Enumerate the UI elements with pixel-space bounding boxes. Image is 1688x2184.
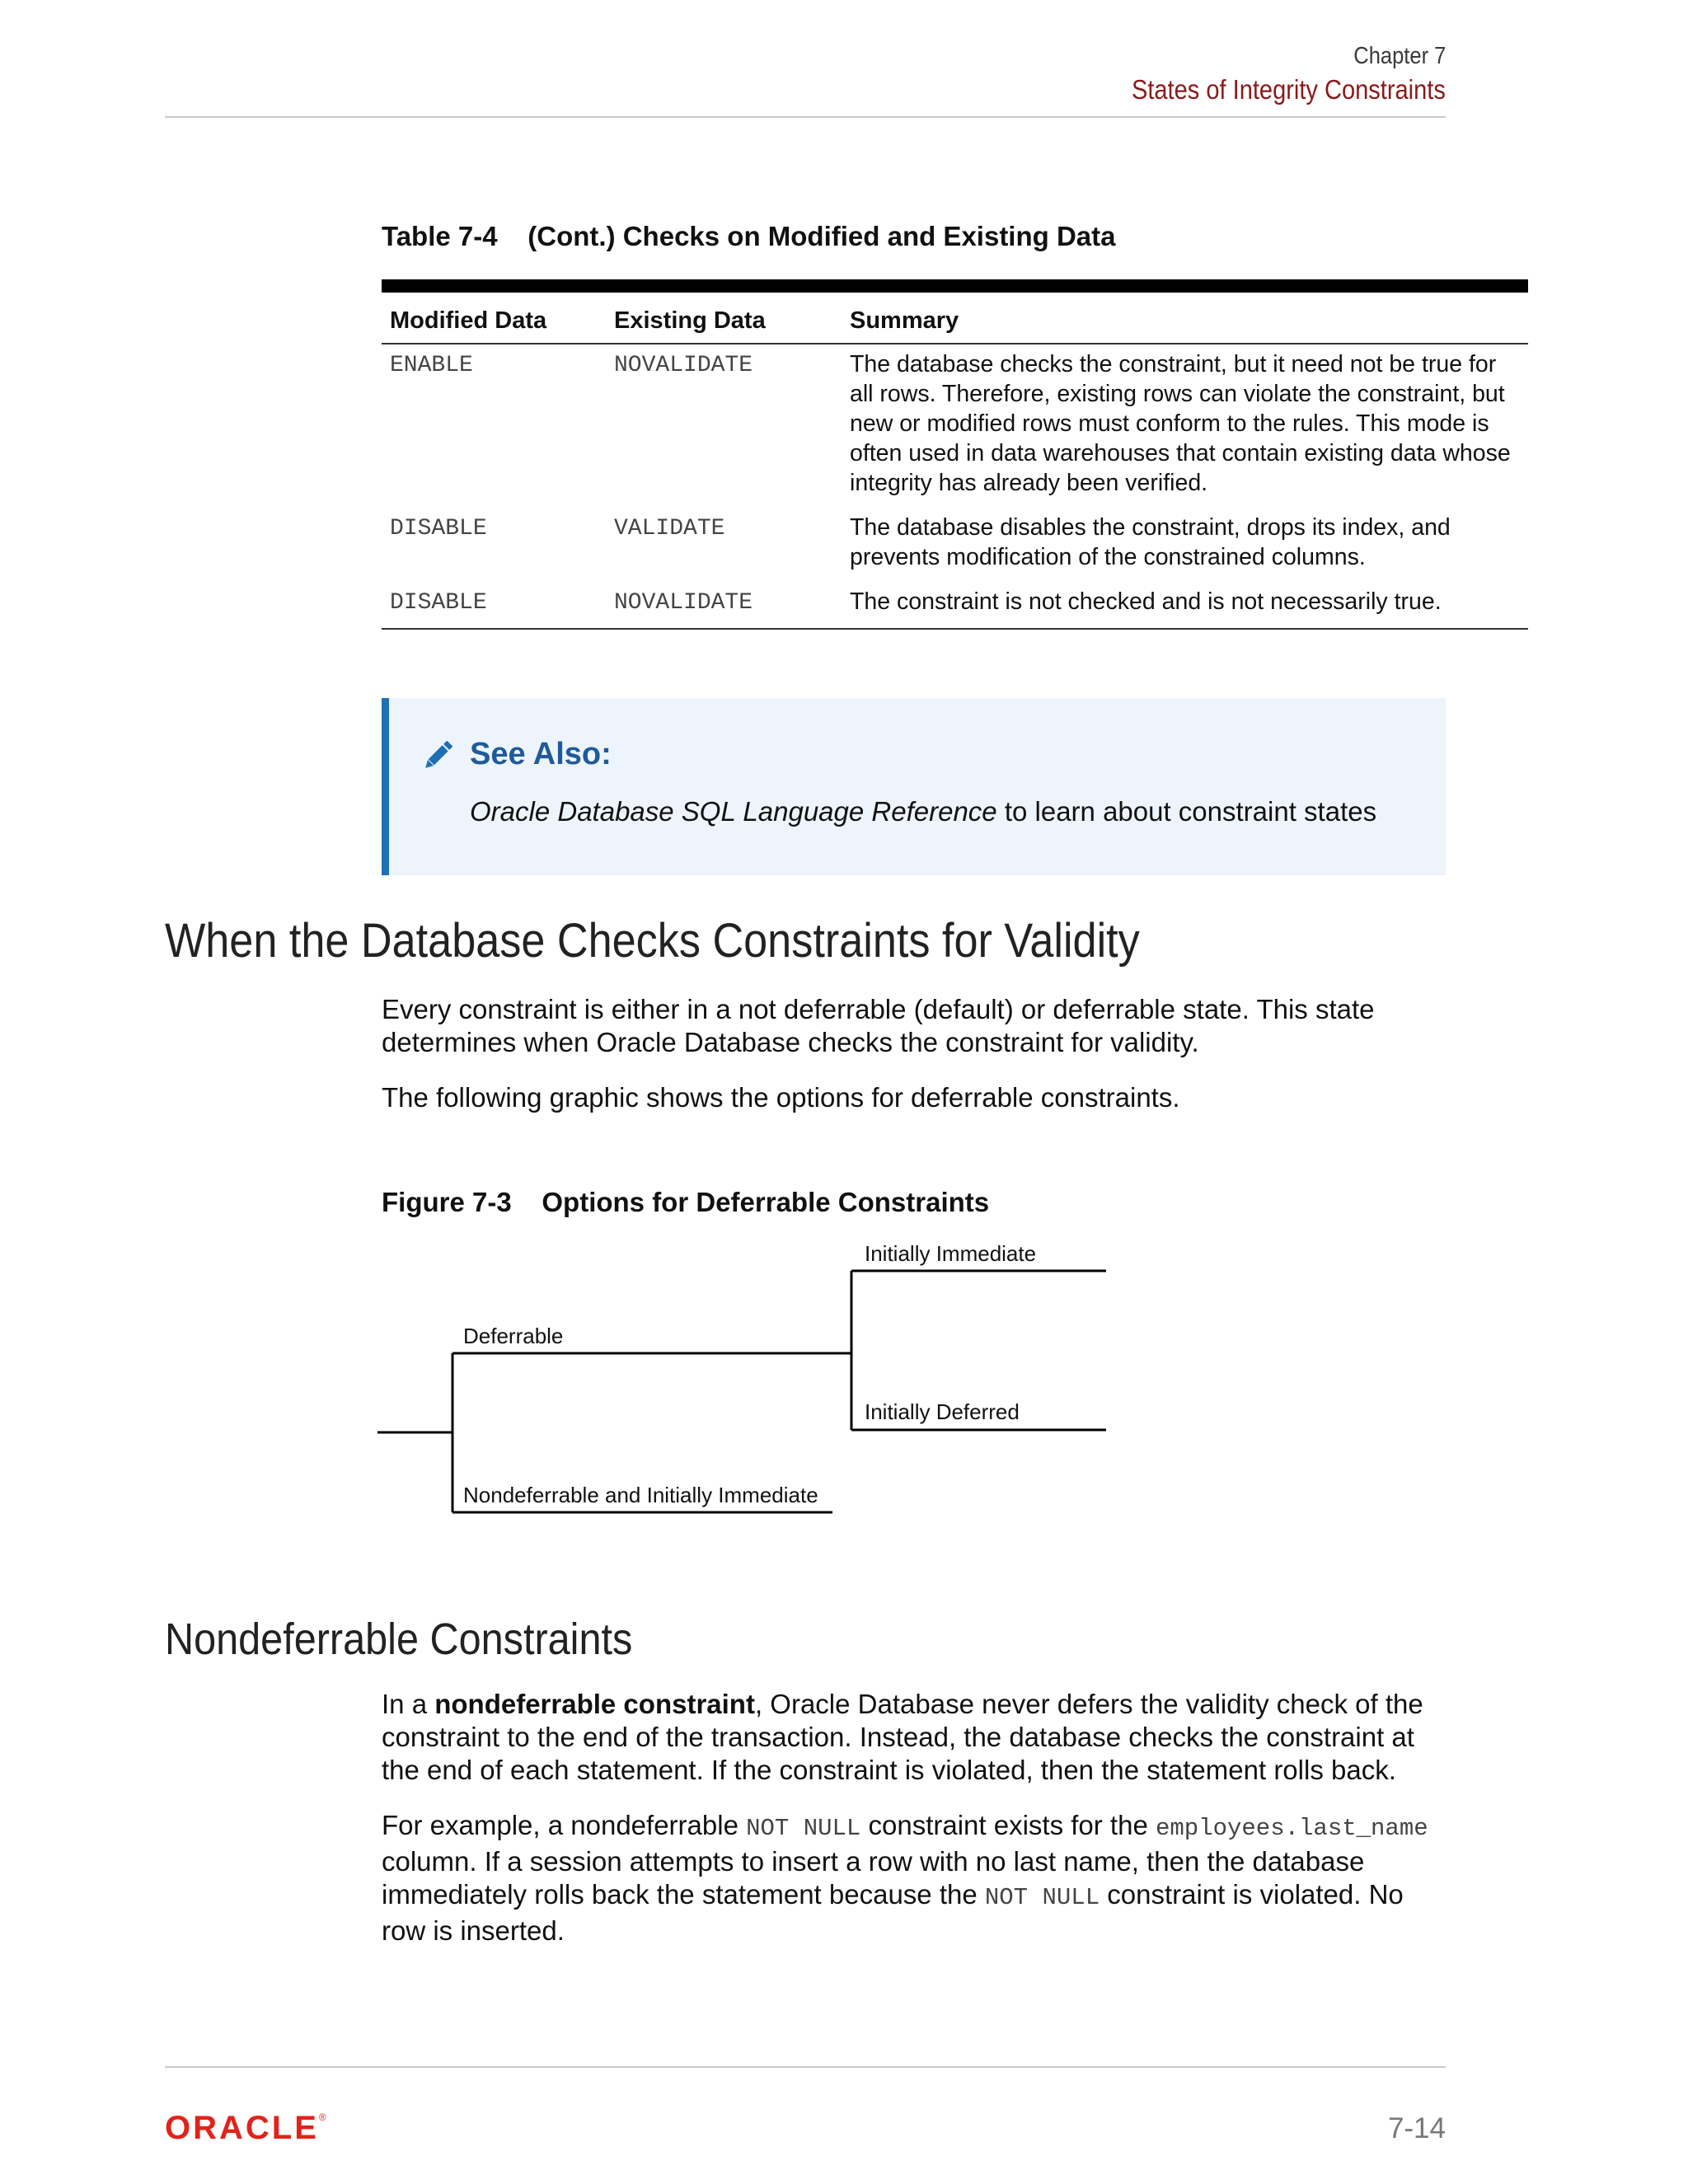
book-title-link[interactable]: Oracle Database SQL Language Reference [470,796,997,827]
cell-modified: DISABLE [390,516,487,541]
paragraph: The following graphic shows the options for deferrable constraints. [382,1082,1180,1113]
see-also-title: See Also: [470,737,612,771]
paragraph [382,1809,1453,1947]
cell-modified: DISABLE [382,582,606,629]
paragraph [382,1688,1453,1787]
cell-existing: VALIDATE [614,516,725,541]
table-row [382,344,1528,508]
cell-existing: NOVALIDATE [614,353,753,378]
oracle-logo [165,2110,326,2147]
see-also-description: to learn about constraint states [996,796,1377,827]
see-also-box [382,698,1446,875]
pencil-icon [419,737,457,775]
text-run: , Oracle Database never defers the validity check of the constraint to the end of the transaction. Instead, the database checks the constraint at the end of each statement. If the constraint is violated, then the statement rolls back. [382,1689,1423,1785]
cell-modified: ENABLE [390,353,473,378]
text-run: constraint exists for the [860,1810,1156,1840]
code-not-null: NOT NULL [984,1884,1100,1911]
code-employees-last-name: employees.last_name [1155,1815,1428,1842]
logo-text: ORACLE [165,2110,319,2146]
label-deferrable: Deferrable [463,1324,564,1348]
constraints-table [382,293,1528,630]
code-not-null: NOT NULL [746,1815,861,1842]
cell-summary: The constraint is not checked and is not necessarily true. [842,582,1528,629]
registered-mark: ® [318,2111,326,2123]
section-title[interactable]: States of Integrity Constraints [1132,74,1446,105]
table-top-rule [382,279,1528,293]
cell-existing: NOVALIDATE [606,582,842,629]
cell-summary: The database checks the constraint, but it need not be true for all rows. Therefore, existing rows can violate the constraint, but new or modified rows must conform to the rules. This mode is often used in data warehouses that contain existing data whose integrity has already been verified. [850,351,1511,496]
column-header-existing: Existing Data [606,293,842,344]
table-header-row [382,293,1528,344]
column-header-summary: Summary [842,293,1528,344]
figure-caption: Figure 7-3 Options for Deferrable Constraints [382,1187,990,1217]
section-heading-validity: When the Database Checks Constraints for Validity [165,914,1140,968]
label-initially-immediate: Initially Immediate [865,1241,1037,1266]
label-nondeferrable: Nondeferrable and Initially Immediate [463,1483,818,1507]
table-row [382,582,1528,629]
section-heading-nondeferrable: Nondeferrable Constraints [165,1615,633,1664]
column-header-modified: Modified Data [382,293,606,344]
footer-divider [165,2066,1446,2068]
table-row [382,508,1528,582]
table-caption: Table 7-4 (Cont.) Checks on Modified and Existing Data [382,221,1116,251]
see-also-text [470,796,1376,827]
cell-summary: The database disables the constraint, drops its index, and prevents modification of the constrained columns. [850,514,1451,570]
term-nondeferrable-constraint: nondeferrable constraint [434,1689,755,1719]
text-run: constraint is violated. No row is inserted. [382,1879,1404,1946]
paragraph: Every constraint is either in a not deferrable (default) or deferrable state. This state determines when Oracle Database checks the constraint for validity. [382,994,1375,1057]
header-divider [165,116,1446,118]
label-initially-deferred: Initially Deferred [865,1399,1020,1424]
text-run: For example, a nondeferrable [382,1810,747,1840]
text-run: column. If a session attempts to insert a row with no last name, then the database immediately rolls back the statement because the [382,1846,1365,1910]
page-number: 7-14 [1387,2112,1446,2144]
chapter-label: Chapter 7 [1353,43,1446,69]
text-run: In a [382,1689,435,1719]
